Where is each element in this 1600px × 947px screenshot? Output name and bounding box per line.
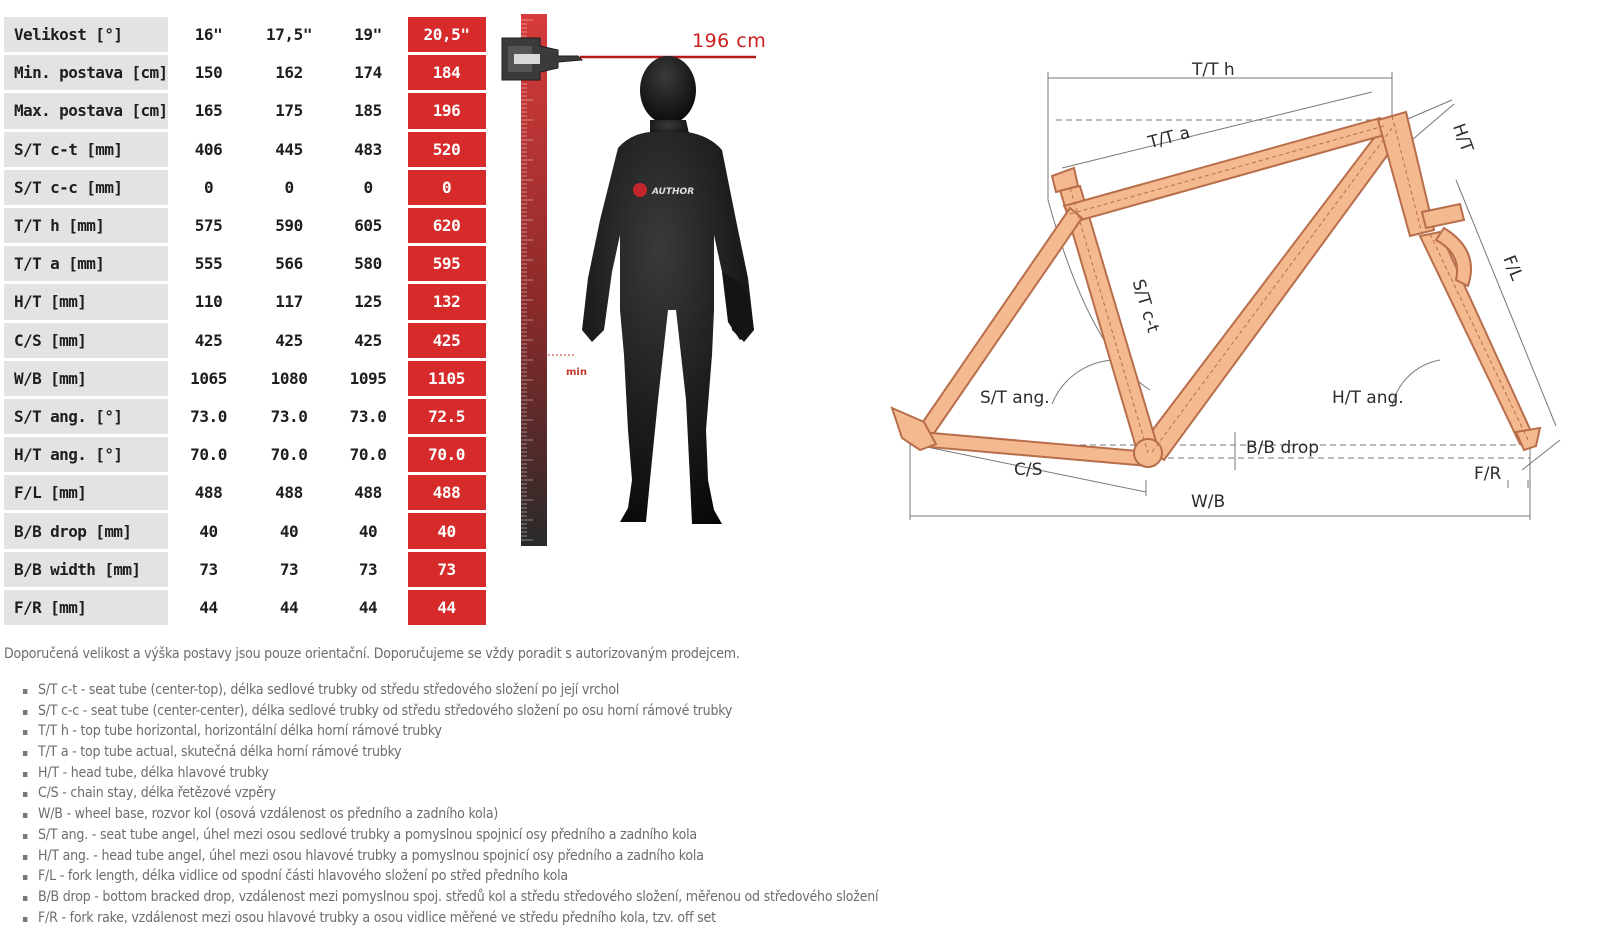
row-label: S/T c-c [mm]: [4, 170, 168, 205]
brand-logo-icon: [633, 183, 647, 197]
row-label: F/L [mm]: [4, 475, 168, 510]
bullet-icon: ▪: [22, 727, 28, 739]
row-value-17-5: 590: [275, 216, 303, 236]
row-value-20-5-highlighted: 196: [408, 93, 486, 128]
table-row: [4, 590, 486, 625]
legend-item: [22, 742, 878, 763]
row-label: C/S [mm]: [4, 323, 168, 358]
legend-text: H/T ang. - head tube angel, úhel mezi osou hlavové trubky a pomyslnou spojnicí osy předního a zadního kola: [38, 847, 704, 864]
row-value-16: 110: [194, 292, 223, 312]
row-value-20-5-highlighted: 1105: [408, 361, 486, 396]
row-label: H/T [mm]: [4, 284, 168, 319]
row-label: H/T ang. [°]: [4, 437, 168, 472]
row-value-20-5-highlighted: 425: [408, 323, 486, 358]
table-row: [4, 361, 486, 396]
label-ht: H/T: [1448, 120, 1477, 156]
legend-item: [22, 887, 878, 908]
table-row: [4, 132, 486, 167]
row-value-16: 150: [194, 63, 223, 83]
frame-tubes: [892, 112, 1540, 467]
legend-text: C/S - chain stay, délka řetězové vzpěry: [38, 785, 276, 802]
legend-text: S/T c-t - seat tube (center-top), délka sedlové trubky od středu středového složení po její vrchol: [38, 682, 620, 698]
row-value-17-5: 162: [275, 63, 303, 83]
row-label: Max. postava [cm]: [4, 93, 168, 128]
legend-text: W/B - wheel base, rozvor kol (osová vzdálenost os předního a zadního kola): [38, 806, 499, 823]
legend-text: F/R - fork rake, vzdálenost mezi osou hlavové trubky a osou vidlice měřené ve středu předního kola, tzv. off set: [38, 909, 716, 926]
row-value-19: 1095: [349, 368, 387, 388]
bullet-icon: ▪: [22, 810, 28, 822]
bullet-icon: ▪: [22, 706, 28, 718]
table-row: [4, 170, 486, 205]
row-value-17-5: 488: [275, 483, 303, 503]
row-value-20-5-highlighted: 620: [408, 208, 486, 243]
row-value-19: 174: [354, 63, 382, 83]
row-value-20-5-highlighted: 132: [408, 284, 486, 319]
frame-geometry-diagram: [880, 40, 1600, 540]
row-value-20-5-highlighted: 184: [408, 55, 486, 90]
row-label: W/B [mm]: [4, 361, 168, 396]
row-value-17-5: 175: [275, 101, 303, 121]
table-row: [4, 284, 486, 319]
legend-item: [22, 783, 878, 804]
row-value-16: 40: [199, 521, 218, 541]
legend-item: [22, 846, 878, 867]
row-value-17-5: 44: [279, 597, 299, 617]
bullet-icon: ▪: [22, 892, 28, 904]
row-value-19: 73: [358, 559, 378, 579]
label-st-ang: S/T ang.: [980, 388, 1050, 408]
row-value-19: 44: [358, 597, 378, 617]
row-label: S/T c-t [mm]: [4, 132, 168, 167]
row-value-17-5: 40: [279, 521, 299, 541]
table-row: [4, 208, 486, 243]
label-tt-h: T/T h: [1192, 60, 1235, 80]
legend-item: [22, 804, 878, 825]
bullet-icon: ▪: [22, 789, 28, 801]
bullet-icon: ▪: [22, 686, 28, 697]
row-value-20-5-highlighted: 488: [408, 475, 486, 510]
table-header-row: [4, 17, 486, 52]
row-value-20-5-highlighted: 73: [408, 552, 486, 587]
brand-text: AUTHOR: [652, 187, 695, 197]
row-value-17-5: 73.0: [270, 406, 308, 426]
row-value-20-5-highlighted: 70.0: [408, 437, 486, 472]
row-value-16: 0: [203, 177, 214, 197]
row-value-19: 125: [354, 292, 382, 312]
label-st-ct: S/T c-t: [1127, 277, 1163, 335]
row-value-19: 580: [354, 254, 382, 274]
row-value-20-5-highlighted: 0: [408, 170, 486, 205]
row-label: B/B width [mm]: [4, 552, 168, 587]
row-label: T/T h [mm]: [4, 208, 168, 243]
legend-text: B/B drop - bottom bracked drop, vzdálenost mezi pomyslnou spoj. středů kol a středu středového složení, měřenou od středového složení: [38, 888, 879, 905]
row-value-19: 40: [358, 521, 378, 541]
header-size-17-5: 17,5": [265, 25, 313, 45]
bullet-icon: ▪: [22, 768, 28, 780]
legend-item: [22, 721, 878, 742]
label-fl: F/L: [1498, 252, 1527, 284]
row-value-16: 425: [194, 330, 223, 350]
table-row: [4, 552, 486, 587]
legend-item: [22, 701, 878, 722]
size-table: [4, 14, 486, 628]
label-wb: W/B: [1191, 492, 1226, 512]
legend-text: S/T c-c - seat tube (center-center), délka sedlové trubky od středu středového složení po osu horní rámové trubky: [38, 702, 733, 719]
label-bb-drop: B/B drop: [1246, 438, 1320, 458]
row-value-20-5-highlighted: 44: [408, 590, 486, 625]
table-row: [4, 475, 486, 510]
legend-text: F/L - fork length, délka vidlice od spodní části hlavového složení po střed předního kola: [38, 868, 568, 885]
row-value-19: 73.0: [349, 406, 387, 426]
height-value-label: 196 cm: [692, 30, 767, 52]
legend-item: [22, 908, 878, 929]
min-label: min: [566, 367, 587, 378]
row-value-16: 488: [194, 483, 223, 503]
bullet-icon: ▪: [22, 872, 28, 884]
legend-item: [22, 866, 878, 887]
row-value-17-5: 1080: [270, 368, 308, 388]
row-value-19: 70.0: [349, 445, 387, 465]
row-value-19: 425: [354, 330, 382, 350]
row-value-20-5-highlighted: 595: [408, 246, 486, 281]
row-label: T/T a [mm]: [4, 246, 168, 281]
row-value-19: 0: [363, 177, 373, 197]
row-label: Min. postava [cm]: [4, 55, 168, 90]
row-value-19: 185: [354, 101, 382, 121]
header-size-20-5-highlighted: 20,5": [408, 17, 486, 52]
legend-text: H/T - head tube, délka hlavové trubky: [38, 764, 269, 781]
row-value-17-5: 566: [275, 254, 303, 274]
row-value-17-5: 73: [279, 559, 299, 579]
table-row: [4, 246, 486, 281]
row-label: F/R [mm]: [4, 590, 168, 625]
label-cs: C/S: [1014, 460, 1043, 480]
bullet-icon: ▪: [22, 748, 28, 760]
bullet-icon: ▪: [22, 830, 28, 842]
label-fr: F/R: [1474, 464, 1502, 484]
row-value-17-5: 117: [275, 292, 303, 312]
row-value-16: 406: [194, 139, 223, 159]
table-row: [4, 399, 486, 434]
row-value-17-5: 70.0: [270, 445, 308, 465]
table-row: [4, 437, 486, 472]
recommendation-note: Doporučená velikost a výška postavy jsou pouze orientační. Doporučujeme se vždy poradit s autorizovaným prodejcem.: [4, 646, 740, 662]
person-silhouette: [582, 56, 754, 524]
table-row: [4, 55, 486, 90]
legend-item: [22, 825, 878, 846]
header-size-label: Velikost [°]: [4, 17, 168, 52]
label-tt-a: T/T a: [1146, 122, 1193, 154]
row-value-16: 555: [194, 254, 223, 274]
row-value-19: 488: [354, 483, 382, 503]
table-row: [4, 513, 486, 548]
abbreviation-legend: [22, 680, 878, 928]
legend-text: S/T ang. - seat tube angel, úhel mezi osou sedlové trubky a pomyslnou spojnicí osy předního a zadního kola: [38, 826, 697, 843]
row-value-16: 1065: [190, 368, 228, 388]
height-figure: [500, 10, 780, 560]
legend-text: T/T a - top tube actual, skutečná délka horní rámové trubky: [38, 744, 402, 761]
label-ht-ang: H/T ang.: [1332, 388, 1404, 408]
header-size-19: 19": [354, 25, 382, 45]
row-value-19: 483: [354, 139, 382, 159]
row-value-16: 165: [194, 101, 223, 121]
row-value-17-5: 0: [284, 177, 294, 197]
row-value-17-5: 445: [275, 139, 303, 159]
row-label: S/T ang. [°]: [4, 399, 168, 434]
size-table-body: [4, 17, 486, 625]
legend-item: [22, 680, 878, 701]
table-row: [4, 93, 486, 128]
row-value-16: 44: [199, 597, 218, 617]
row-value-16: 575: [194, 216, 223, 236]
table-row: [4, 323, 486, 358]
row-value-20-5-highlighted: 40: [408, 513, 486, 548]
row-value-17-5: 425: [275, 330, 303, 350]
row-value-16: 73.0: [190, 406, 228, 426]
row-value-16: 73: [199, 559, 218, 579]
row-value-20-5-highlighted: 520: [408, 132, 486, 167]
row-value-19: 605: [354, 216, 382, 236]
bullet-icon: ▪: [22, 913, 28, 925]
row-value-20-5-highlighted: 72.5: [408, 399, 486, 434]
legend-text: T/T h - top tube horizontal, horizontální délka horní rámové trubky: [38, 723, 442, 740]
bullet-icon: ▪: [22, 851, 28, 863]
row-label: B/B drop [mm]: [4, 513, 168, 548]
row-value-16: 70.0: [190, 445, 228, 465]
header-size-16: 16": [194, 25, 223, 45]
legend-item: [22, 763, 878, 784]
